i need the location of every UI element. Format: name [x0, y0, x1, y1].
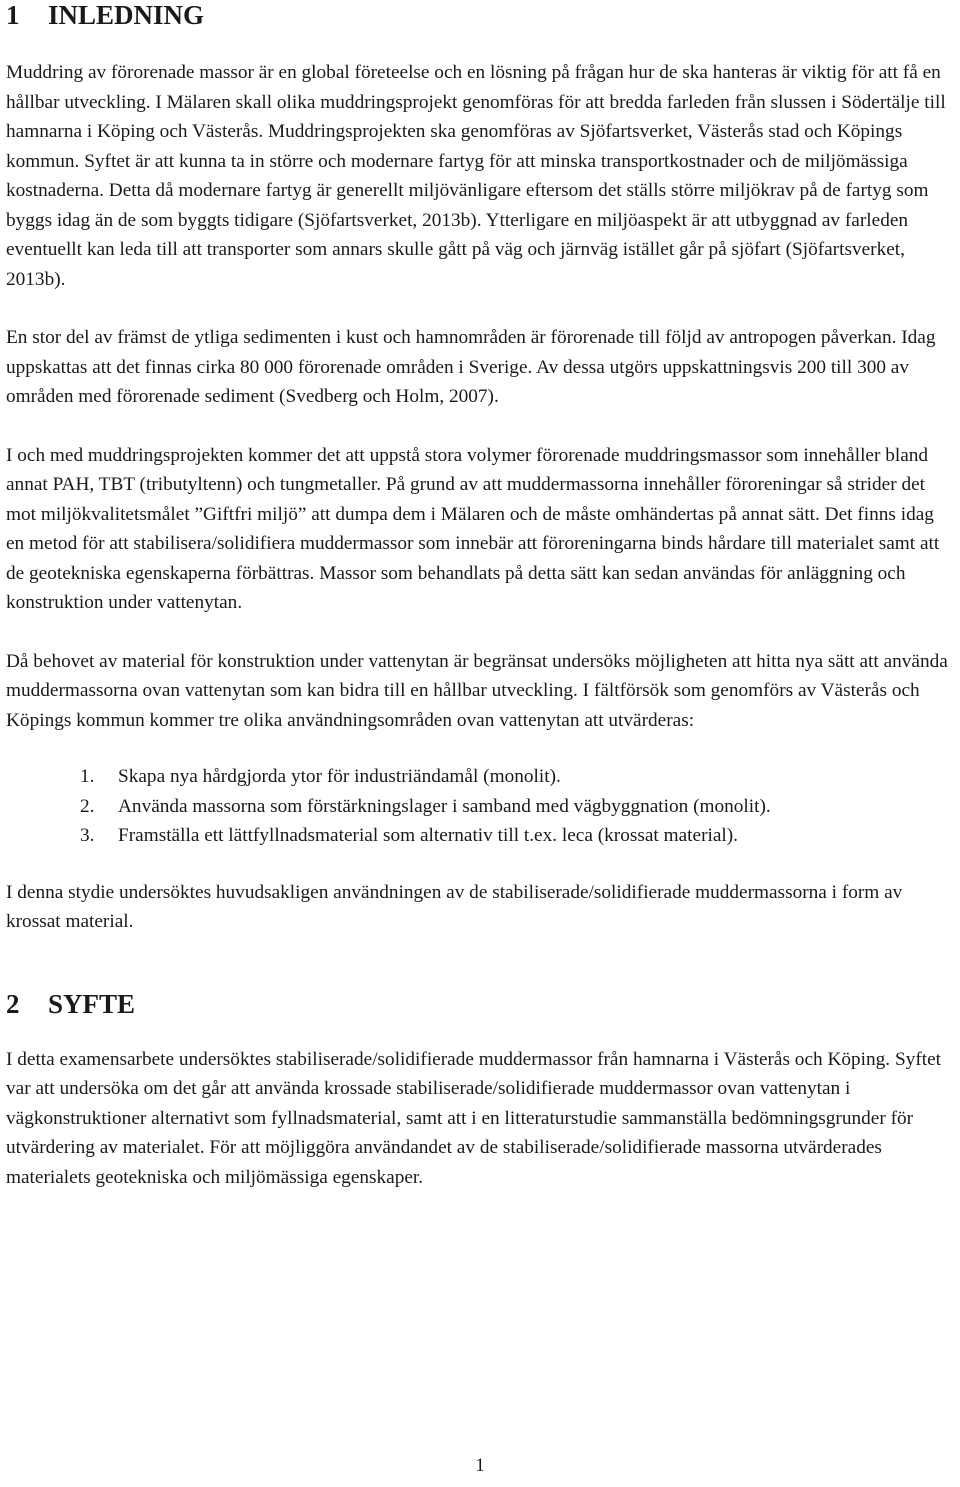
- section-heading-inledning: [6, 0, 954, 30]
- paragraph-study-scope: I denna stydie undersöktes huvudsakligen användningen av de stabiliserade/solidifierade muddermassorna i form av krossat material.: [6, 881, 903, 932]
- section-heading-syfte: [6, 989, 954, 1019]
- list-item-text: Använda massorna som förstärkningslager i samband med vägbyggnation (monolit).: [118, 795, 771, 817]
- paragraph-dredging-masses: I och med muddringsprojekten kommer det att uppstå stora volymer förorenade muddringsmassor som innehåller bland annat PAH, TBT (tributyltenn) och tungmetaller. På grund av att muddermassorna innehåller föroreningar så strider det mot miljökvalitetsmålet ”Giftfri miljö” att dumpa dem i Mälaren och de måste omhändertas på annat sätt. Det finns idag en metod för att stabilisera/solidifiera muddermassor som innebär att föroreningarna binds hårdare till materialet samt att de geotekniska egenskaperna förbättras. Massor som behandlats på detta sätt kan sedan användas för anläggning och konstruktion under vattenytan.: [6, 444, 940, 613]
- list-marker: 3.: [80, 825, 95, 846]
- list-item-text: Framställa ett lättfyllnadsmaterial som alternativ till t.ex. leca (krossat material).: [118, 825, 739, 846]
- list-item: [6, 762, 954, 792]
- list-marker: 2.: [80, 795, 95, 817]
- list-item: [6, 821, 954, 851]
- section-title: SYFTE: [48, 988, 136, 1019]
- section-number: 2: [6, 988, 20, 1019]
- paragraph-sediments: En stor del av främst de ytliga sedimenten i kust och hamnområden är förorenade till följd av antropogen påverkan. Idag uppskattas att det finnas cirka 80 000 förorenade områden i Sverige. Av dessa utgörs uppskattningsvis 200 till 300 av områden med förorenade sediment (Svedberg och Holm, 2007).: [6, 327, 936, 407]
- paragraph-purpose: I detta examensarbete undersöktes stabiliserade/solidifierade muddermassor från hamnarna i Västerås och Köping. Syftet var att undersöka om det går att använda krossade stabiliserade/solidifierade muddermassor ovan vattenytan i vägkonstruktioner alternativt som fyllnadsmaterial, samt att i en litteraturstudie sammanställa bedömningsgrunder för utvärdering av materialet. För att möjliggöra användandet av de stabiliserade/solidifierade massorna utvärderades materialets geotekniska och miljömässiga egenskaper.: [6, 1048, 942, 1188]
- paragraph-field-trials: Då behovet av material för konstruktion under vattenytan är begränsat undersöks möjligheten att hitta nya sätt att använda muddermassorna ovan vattenytan som kan bidra till en hållbar utveckling. I fältförsök som genomförs av Västerås och Köpings kommun kommer tre olika användningsområden ovan vattenytan att utvärderas:: [6, 650, 948, 731]
- paragraph-intro: Muddring av förorenade massor är en global företeelse och en lösning på frågan hur de ska hanteras är viktig för att få en hållbar utveckling. I Mälaren skall olika muddringsprojekt genomföras för att bredda farleden från slussen i Södertälje till hamnarna i Köping och Västerås. Muddringsprojekten ska genomföras av Sjöfartsverket, Västerås stad och Köpings kommun. Syftet är att kunna ta in större och modernare fartyg för att minska transportkostnader och de miljömässiga kostnaderna. Detta då modernare fartyg är generellt miljövänligare eftersom det ställs större miljökrav på de fartyg som byggs idag än de som byggts tidigare (Sjöfartsverket, 2013b). Ytterligare en miljöaspekt är att utbyggnad av farleden eventuellt kan leda till att transporter som annars skulle gått på väg och järnväg istället går på sjöfart (Sjöfartsverket, 2013b).: [6, 62, 946, 290]
- list-marker: 1.: [80, 766, 95, 787]
- usage-areas-list: [6, 762, 954, 851]
- list-item: [6, 792, 954, 822]
- page-number: 1: [475, 1455, 485, 1476]
- list-item-text: Skapa nya hårdgjorda ytor för industriändamål (monolit).: [118, 766, 561, 787]
- document-page: [6, 0, 954, 1192]
- section-number: 1: [6, 0, 20, 30]
- section-title: INLEDNING: [48, 0, 205, 30]
